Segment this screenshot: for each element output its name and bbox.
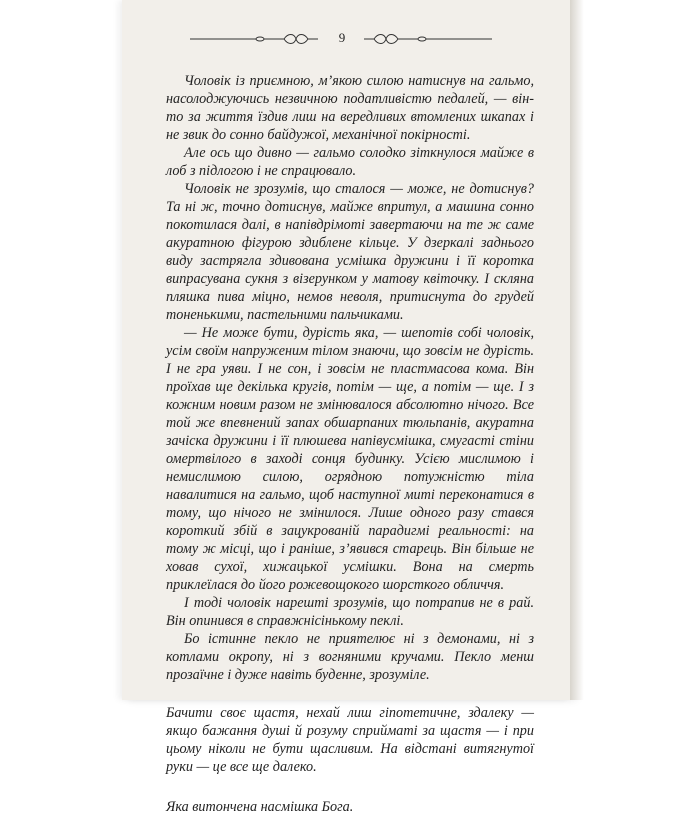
paragraph: Яка витончена насмішка Бога. xyxy=(166,799,354,815)
paragraph: — Не може бути, дурість яка, — шепотів собі чоловік, усім своїм напруженим тілом знаючи, що зовсім не дурість. І не гра уяви. І не сон, і зовсім не пластмасова кома. Він проїхав ще декілька кругів, потім — ще, а потім — ще. І з кожним новим разом не змінювалося абсолютно нічого. Все той же впевнений запах обшарпаних тюльпанів, акуратна зачіска дружини і її плюшева напівусмішка, смугасті стіни омертвілого в заході сонця будинку. Усією мислимою і немислимою силою, огрядною потужністю тіла навалитися на гальмо, щоб наступної миті переконатися в тому, що нічого не змінилося. Лише одного разу стався короткий збій в зацукрованій парадигмі реальності: на тому ж місці, що і раніше, з’явився старець. Він більше не ховав сухої, хижацької усмішки. Вона на смерть приклеїлася до його рожевощокого шорсткого обличчя. xyxy=(166,325,534,593)
paragraph: Але ось що дивно — гальмо солодко зіткнулося майже в лоб з підлогою і не спрацювало. xyxy=(166,145,534,179)
paragraph: Чоловік не зрозумів, що сталося — може, не дотиснув? Та ні ж, точно дотиснув, майже впритул, а машина сонно покотилася далі, в напівдрімоті завертаючи на те ж саме акуратною фігурою здиблене кільце. У дзеркалі заднього виду застрягла здивована усмішка дружини і її коротка випрасувана сукня з візерунком у матову квіточку. І скляна пляшка пива міцно, немов неволя, притиснута до грудей тоненькими, пастельними пальчиками. xyxy=(166,181,534,323)
paragraph: І тоді чоловік нарешті зрозумів, що потрапив не в рай. Він опинився в справжнісінькому пеклі. xyxy=(166,595,534,629)
paragraph: Бачити своє щастя, нехай лиш гіпотетичне, здалеку — якщо бажання душі й розуму сприйматі за щастя — і при цьому ніколи не бути щасливим. На відстані витягнутої руки — це все ще далеко. xyxy=(166,705,534,775)
page-number: 9 xyxy=(338,30,346,45)
page-header xyxy=(190,22,492,62)
body-text xyxy=(166,72,534,816)
section-spacer xyxy=(166,684,534,704)
paragraph: Чоловік із приємною, м’якою силою натиснув на гальмо, насолоджуючись незвичною податливістю педалей, — він-то за життя їздив лиш на вередливих втомлених шкапах і не звик до сонно байдужої, механічної покірності. xyxy=(166,73,534,143)
paragraph: Бо істинне пекло не приятелює ні з демонами, ні з котлами окропу, ні з вогняними кручами. Пекло менш прозаїчне і дуже навіть буденне, зрозуміле. xyxy=(166,631,534,683)
section-spacer xyxy=(166,776,534,798)
page-edge xyxy=(570,0,584,700)
